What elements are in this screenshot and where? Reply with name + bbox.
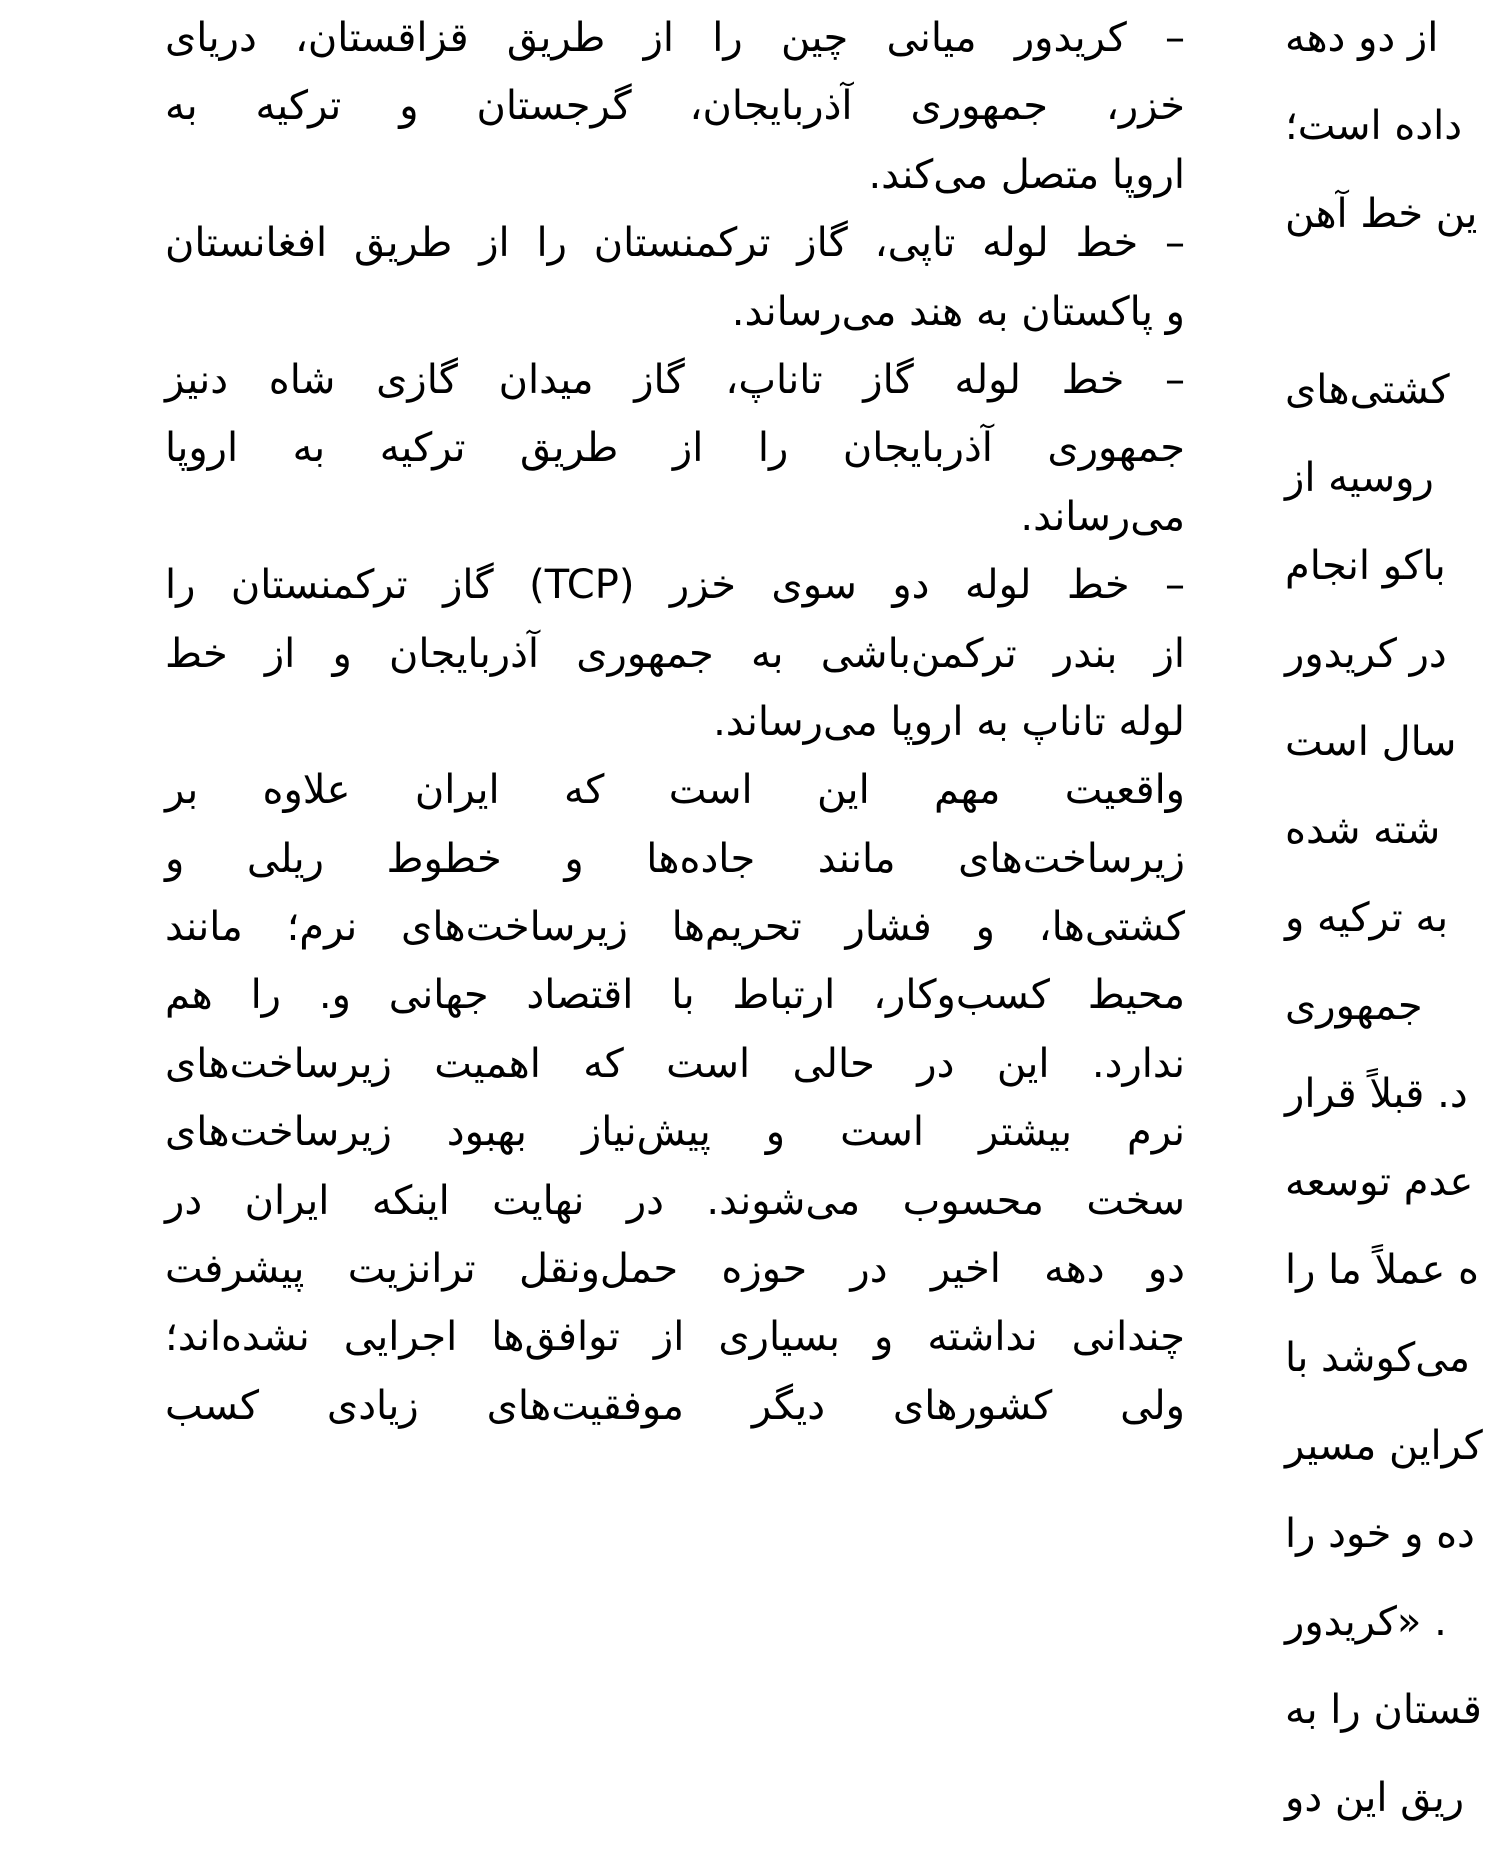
- text-line: ولی کشورهای دیگر موفقیت‌های زیادی کسب: [165, 1382, 1185, 1429]
- text-line: نرم بیشتر است و پیش‌نیاز بهبود زیرساخت‌های: [165, 1109, 1185, 1156]
- text-fragment: از دو دهه: [1285, 15, 1439, 61]
- text-line: ندارد. این در حالی است که اهمیت زیرساخت‌های: [165, 1040, 1185, 1087]
- text-line-fragment: [1285, 1412, 1500, 1500]
- text-line-fragment: [1285, 972, 1500, 1060]
- right-text-column-cropped: [1285, 4, 1500, 1852]
- text-fragment: به ترکیه و: [1285, 895, 1449, 941]
- text-line-fragment: [1285, 1060, 1500, 1148]
- text-fragment: . «کریدور: [1285, 1599, 1447, 1645]
- text-line: – خط لوله گاز تاناپ، گاز میدان گازی شاه دنیز: [165, 356, 1185, 403]
- text-line-fragment: [1285, 620, 1500, 708]
- text-fragment: ریق این دو: [1285, 1775, 1465, 1821]
- text-line: – خط لوله تاپی، گاز ترکمنستان را از طریق افغانستان: [165, 220, 1185, 267]
- text-line: واقعیت مهم این است که ایران علاوه بر: [165, 767, 1185, 814]
- text-fragment: روسیه از: [1285, 455, 1434, 501]
- text-line: – کریدور میانی چین را از طریق قزاقستان، دریای: [165, 15, 1185, 61]
- text-line-fragment: [1285, 1236, 1500, 1324]
- text-fragment: کشتی‌های: [1285, 367, 1450, 413]
- text-fragment: د. قبلاً قرار: [1285, 1071, 1468, 1117]
- text-line-fragment: [1285, 1764, 1500, 1852]
- text-fragment: می‌کوشد با: [1285, 1335, 1471, 1381]
- text-line-fragment: [1285, 4, 1500, 92]
- text-line-fragment: [1285, 796, 1500, 884]
- text-line-fragment: [1285, 92, 1500, 180]
- text-line-fragment: [1285, 1324, 1500, 1412]
- text-line: از بندر ترکمن‌باشی به جمهوری آذربایجان و از خط: [165, 630, 1185, 677]
- text-line: می‌رساند.: [1020, 493, 1185, 540]
- text-line: لوله تاناپ به اروپا می‌رساند.: [713, 698, 1185, 745]
- text-line-fragment: [1285, 356, 1500, 444]
- text-line-fragment: [1285, 1588, 1500, 1676]
- text-line: محیط کسب‌وکار، ارتباط با اقتصاد جهانی و. را هم: [165, 972, 1185, 1019]
- text-line: اروپا متصل می‌کند.: [868, 151, 1185, 198]
- text-line-fragment: [1285, 268, 1500, 356]
- text-line: کشتی‌ها، و فشار تحریم‌ها زیرساخت‌های نرم؛ مانند: [165, 904, 1185, 951]
- text-fragment: ده و خود را: [1285, 1511, 1475, 1557]
- text-fragment: قستان را به: [1285, 1687, 1482, 1733]
- text-fragment: جمهوری: [1285, 983, 1423, 1029]
- text-line-fragment: [1285, 444, 1500, 532]
- text-fragment: داده است؛: [1285, 103, 1463, 149]
- text-line: – خط لوله دو سوی خزر (TCP) گاز ترکمنستان را: [165, 562, 1186, 609]
- text-line: زیرساخت‌های مانند جاده‌ها و خطوط ریلی و: [165, 835, 1185, 882]
- text-line-fragment: [1285, 1148, 1500, 1236]
- text-line: جمهوری آذربایجان را از طریق ترکیه به اروپا: [165, 425, 1185, 472]
- text-line: سخت محسوب می‌شوند. در نهایت اینکه ایران در: [165, 1177, 1185, 1224]
- text-line-fragment: [1285, 532, 1500, 620]
- text-line: دو دهه اخیر در حوزه حمل‌ونقل ترانزیت پیشرفت: [165, 1246, 1185, 1293]
- text-line-fragment: [1285, 1500, 1500, 1588]
- text-fragment: ین خط آهن: [1285, 191, 1478, 237]
- text-fragment: در کریدور: [1285, 631, 1447, 677]
- text-line-fragment: [1285, 708, 1500, 796]
- text-line: و پاکستان به هند می‌رساند.: [731, 288, 1185, 335]
- text-fragment: کراین مسیر: [1285, 1423, 1483, 1469]
- main-text-column: [165, 4, 1185, 1440]
- text-fragment: سال است: [1285, 719, 1457, 765]
- text-line-fragment: [1285, 884, 1500, 972]
- text-fragment: عدم توسعه: [1285, 1159, 1474, 1205]
- text-fragment: ه عملاً ما را: [1285, 1247, 1480, 1293]
- text-line: خزر، جمهوری آذربایجان، گرجستان و ترکیه به: [165, 83, 1185, 130]
- text-line-fragment: [1285, 180, 1500, 268]
- text-fragment: باکو انجام: [1285, 543, 1446, 589]
- text-fragment: شته شده: [1285, 807, 1441, 853]
- text-line: چندانی نداشته و بسیاری از توافق‌ها اجرایی نشده‌اند؛: [165, 1314, 1185, 1361]
- text-line-fragment: [1285, 1676, 1500, 1764]
